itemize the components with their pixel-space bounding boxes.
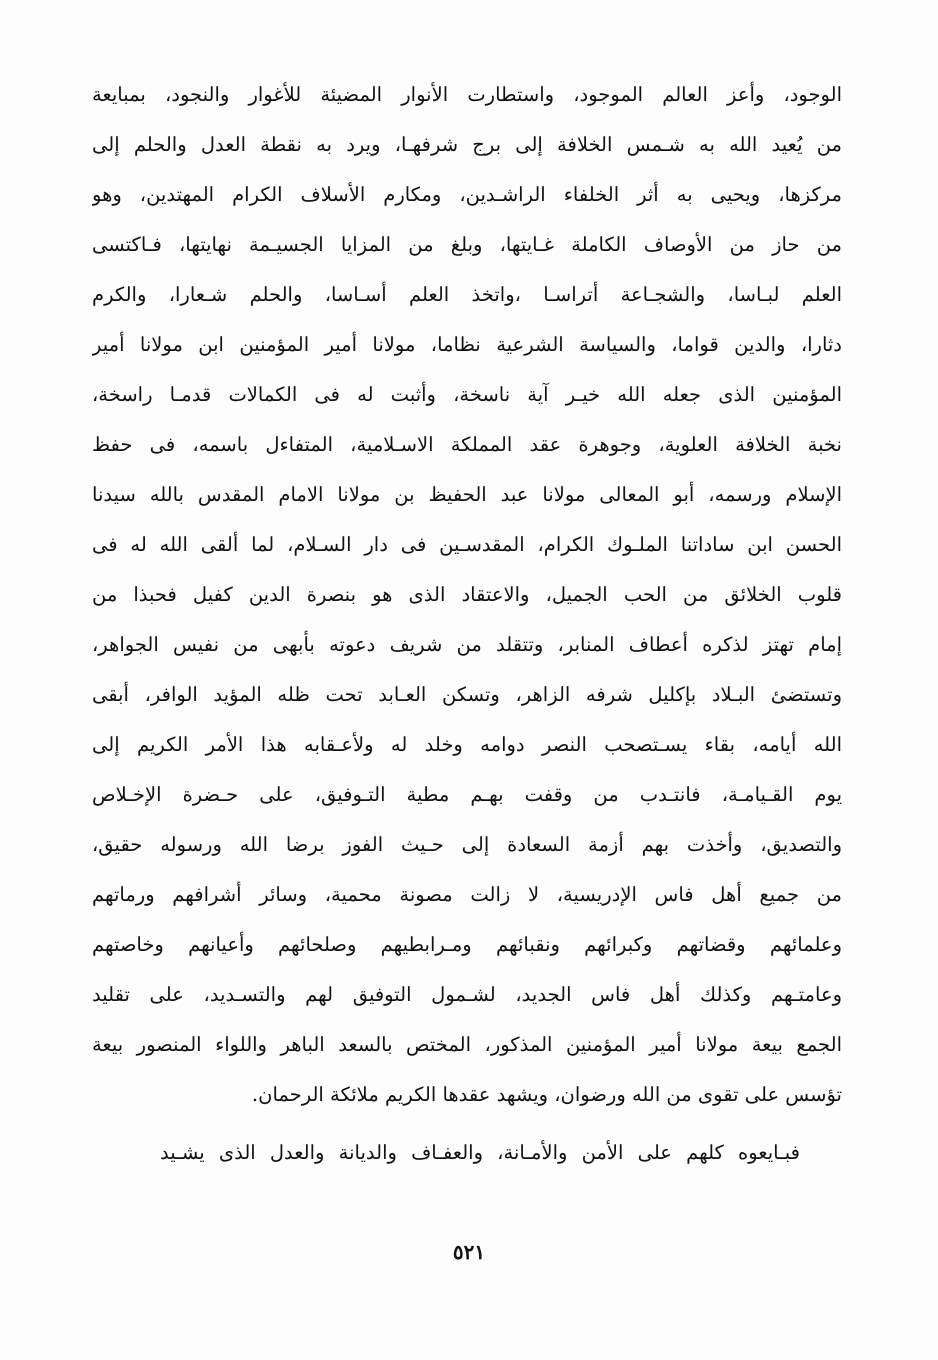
text-line: من حاز من الأوصاف الكاملة غـايتها، وبلغ من المزايا الجسيـمة نهايتها، فـاكتسى bbox=[92, 233, 842, 256]
text-line: من يُعيد الله به شـمس الخلافة إلى برج شرفهـا، ويرد به نقطة العدل والحلم إلى bbox=[92, 133, 842, 156]
text-line: وعامتـهم وكذلك أهل فاس الجديد، لشـمول التوفيق لهم والتسـديد، على تقليد bbox=[92, 983, 842, 1006]
text-line: قلوب الخلائق من الحب الجميل، والاعتقاد الذى هو بنصرة الدين كفيل فحبذا من bbox=[92, 583, 842, 606]
text-line: نخبة الخلافة العلوية، وجوهرة عقد المملكة الاسـلامية، المتفاءل باسمه، فى حفظ bbox=[92, 433, 842, 456]
text-line: يوم القـيامـة، فانتـدب من وقفت بهـم مطية التـوفيق، على حـضرة الإخـلاص bbox=[92, 783, 842, 806]
text-line: إمام تهتز لذكره أعطاف المنابر، وتتقلد من شريف دعوته بأبهى من نفيس الجواهر، bbox=[92, 633, 842, 656]
text-line: الجمع بيعة مولانا أمير المؤمنين المذكور، المختص بالسعد الباهر واللواء المنصور بيعة bbox=[92, 1033, 842, 1056]
text-line: تؤسس على تقوى من الله ورضوان، ويشهد عقدها الكريم ملائكة الرحمان. bbox=[251, 1083, 842, 1106]
text-line: الحسن ابن ساداتنا الملـوك الكرام، المقدسـين فى دار السـلام، لما ألقى الله له فى bbox=[92, 533, 842, 556]
text-line: وتستضئ البـلاد بإكليل شرفه الزاهر، وتسكن العـابد تحت ظله المؤيد الوافر، أبقى bbox=[92, 683, 842, 706]
text-line: من جميع أهل فاس الإدريسية، لا زالت مصونة محمية، وسائر أشرافهم ورماتهم bbox=[92, 883, 842, 906]
text-line: فبـايعوه كلهم على الأمن والأمـانة، والعفـاف والديانة والعدل الذى يشـيد bbox=[160, 1141, 800, 1164]
text-line: وعلمائهم وقضاتهم وكبرائهم ونقبائهم ومـرابطيهم وصلحائهم وأعيانهم وخاصتهم bbox=[92, 933, 842, 956]
page-number: ٥٢١ bbox=[452, 1240, 486, 1264]
text-line: الإسلام ورسمه، أبو المعالى مولانا عبد الحفيظ بن مولانا الامام المقدس بالله سيدنا bbox=[92, 483, 842, 506]
paragraph-2 bbox=[160, 1128, 800, 1178]
paragraph-1 bbox=[92, 70, 842, 1120]
text-line: مركزها، ويحيى به أثر الخلفاء الراشـدين، ومكارم الأسلاف الكرام المهتدين، وهو bbox=[92, 183, 842, 206]
text-line: والتصديق، وأخذت بهم أزمة السعادة إلى حـيث الفوز برضا الله ورسوله حقيق، bbox=[92, 833, 842, 856]
text-line: دثارا، والدين قواما، والسياسة الشرعية نظاما، مولانا أمير المؤمنين ابن مولانا أمير bbox=[92, 333, 842, 356]
text-line: الوجود، وأعز العالم الموجود، واستطارت الأنوار المضيئة للأغوار والنجود، بمبايعة bbox=[92, 83, 842, 106]
text-line: الله أيامه، بقاء يسـتصحب النصر دوامه وخلد له ولأعـقابه هذا الأمر الكريم إلى bbox=[92, 733, 842, 756]
text-line: العلم لبـاسا، والشجـاعة أتراسـا ،واتخذ العلم أسـاسا، والحلم شـعارا، والكرم bbox=[92, 283, 842, 306]
text-line: المؤمنين الذى جعله الله خيـر آية ناسخة، وأثبت له فى الكمالات قدمـا راسخة، bbox=[92, 383, 842, 406]
